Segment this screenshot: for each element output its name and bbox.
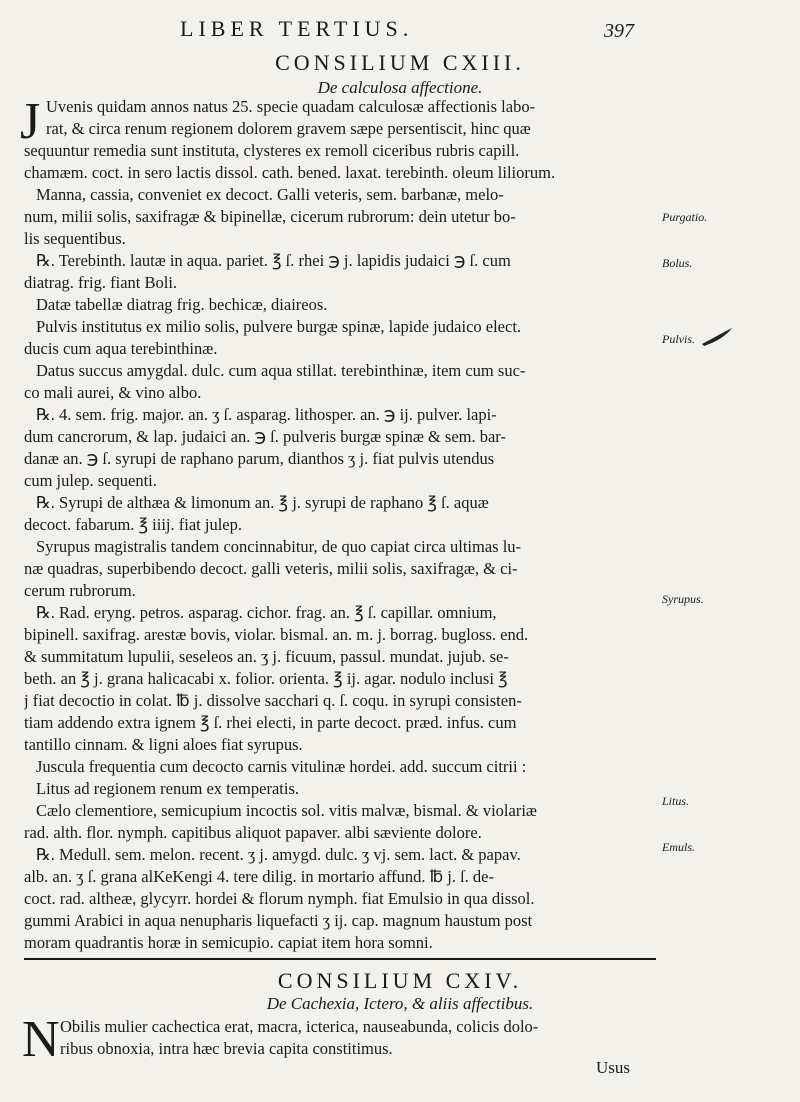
margin-note-purgatio: Purgatio. — [662, 210, 708, 224]
body-line: sequuntur remedia sunt instituta, clysteres ex remoll ciceribus rubris capill. — [24, 141, 520, 160]
body-line: ℞. Rad. eryng. petros. asparag. cichor. frag. an. ℥ ſ. capillar. omnium, — [36, 603, 497, 622]
body-line: cerum rubrorum. — [24, 581, 136, 600]
body-line: coct. rad. altheæ, glycyrr. hordei & florum nymph. fiat Emulsio in qua dissol. — [24, 889, 535, 908]
body-line: j fiat decoctio in colat. ℔ j. dissolve sacchari q. ſ. coqu. in syrupi consisten- — [24, 691, 522, 710]
body-line: tantillo cinnam. & ligni aloes fiat syrupus. — [24, 735, 303, 754]
running-head: LIBER TERTIUS. — [180, 16, 414, 41]
body-line: Manna, cassia, conveniet ex decoct. Galli veteris, sem. barbanæ, melo- — [36, 185, 504, 204]
body-line: chamæm. coct. in sero lactis dissol. cath. bened. laxat. terebinth. oleum liliorum. — [24, 163, 556, 182]
body-line: ℞. Terebinth. lautæ in aqua. pariet. ℥ ſ. rhei ℈ j. lapidis judaici ℈ ſ. cum — [36, 251, 511, 270]
dropcap-j: J — [20, 93, 41, 150]
body-line: beth. an ℥ j. grana halicacabi x. folior. orienta. ℥ ij. agar. nodulo inclusi ℥ — [24, 669, 508, 688]
body-line: dum cancrorum, & lap. judaici an. ℈ ſ. pulveris burgæ spinæ & sem. bar- — [24, 427, 506, 446]
section-title-cxiii: CONSILIUM CXIII. — [275, 50, 525, 75]
catchword: Usus — [596, 1058, 631, 1077]
body-line: Syrupus magistralis tandem concinnabitur, de quo capiat circa ultimas lu- — [36, 537, 522, 556]
body-line: Pulvis institutus ex milio solis, pulvere burgæ spinæ, lapide judaico elect. — [36, 317, 522, 336]
body-line: num, milii solis, saxifragæ & bipinellæ, cicerum rubrorum: dein utetur bo- — [24, 207, 516, 226]
body-line: Cælo clementiore, semicupium incoctis sol. vitis malvæ, bismal. & violariæ — [36, 801, 537, 820]
section-title-cxiv: CONSILIUM CXIV. — [277, 968, 523, 993]
body-line: ℞. Medull. sem. melon. recent. ʒ j. amygd. dulc. ʒ vj. sem. lact. & papav. — [36, 845, 521, 864]
body-line: Litus ad regionem renum ex temperatis. — [36, 779, 300, 798]
body-line: ducis cum aqua terebinthinæ. — [24, 339, 218, 358]
section-subtitle-cxiv: De Cachexia, Ictero, & aliis affectibus. — [266, 994, 534, 1013]
body-line: ribus obnoxia, intra hæc brevia capita constitimus. — [60, 1039, 393, 1058]
body-line: & summitatum lupulii, seseleos an. ʒ j. ficuum, passul. mundat. jujub. se- — [24, 647, 509, 666]
quill-mark-icon — [700, 326, 734, 348]
body-line: danæ an. ℈ ſ. syrupi de raphano parum, dianthos ʒ j. fiat pulvis utendus — [24, 449, 495, 468]
body-line: næ quadras, superbibendo decoct. galli veteris, milii solis, saxifragæ, & ci- — [24, 559, 518, 578]
body-line: bipinell. saxifrag. arestæ bovis, violar. bismal. an. m. j. borrag. bugloss. end. — [24, 625, 529, 644]
margin-note-litus: Litus. — [662, 794, 690, 808]
body-line: decoct. fabarum. ℥ iiij. fiat julep. — [24, 515, 242, 534]
body-line: moram quadrantis horæ in semicupio. capiat item hora somni. — [24, 933, 433, 952]
page-number: 397 — [604, 20, 634, 42]
margin-note-emuls: Emuls. — [662, 840, 695, 854]
body-line: gummi Arabici in aqua nenupharis liquefacti ʒ ij. cap. magnum haustum post — [24, 911, 533, 930]
body-line: rad. alth. flor. nymph. capitibus aliquot papaver. albi sæviente dolore. — [24, 823, 482, 842]
body-line: cum julep. sequenti. — [24, 471, 157, 490]
body-line: ℞. Syrupi de althæa & limonum an. ℥ j. syrupi de raphano ℥ ſ. aquæ — [36, 493, 489, 512]
body-line: Datæ tabellæ diatrag frig. bechicæ, diaireos. — [36, 295, 328, 314]
body-line: Datus succus amygdal. dulc. cum aqua stillat. terebinthinæ, item cum suc- — [36, 361, 526, 380]
margin-note-pulvis: Pulvis. — [662, 332, 695, 346]
body-line: Obilis mulier cachectica erat, macra, icterica, nauseabunda, colicis dolo- — [60, 1017, 539, 1036]
margin-note-bolus: Bolus. — [662, 256, 693, 270]
body-line: Uvenis quidam annos natus 25. specie quadam calculosæ affectionis labo- — [46, 97, 536, 116]
body-line: lis sequentibus. — [24, 229, 126, 248]
margin-note-syrupus: Syrupus. — [662, 592, 704, 606]
body-line: ℞. 4. sem. frig. major. an. ʒ ſ. asparag. lithosper. an. ℈ ij. pulver. lapi- — [36, 405, 497, 424]
body-line: tiam addendo extra ignem ℥ ſ. rhei electi, in parte decoct. præd. infus. cum — [24, 713, 517, 732]
section-divider — [24, 958, 656, 960]
body-line: co mali aurei, & vino albo. — [24, 383, 202, 402]
body-line: Juscula frequentia cum decocto carnis vitulinæ hordei. add. succum citrii : — [36, 757, 527, 776]
dropcap-n: N — [22, 1011, 60, 1068]
section-subtitle-cxiii: De calculosa affectione. — [317, 78, 483, 97]
body-line: diatrag. frig. fiant Boli. — [24, 273, 178, 292]
body-line: rat, & circa renum regionem dolorem gravem sæpe persentiscit, hinc quæ — [46, 119, 531, 138]
body-line: alb. an. ʒ ſ. grana alKeKengi 4. tere dilig. in mortario affund. ℔ j. ſ. de- — [24, 867, 495, 886]
